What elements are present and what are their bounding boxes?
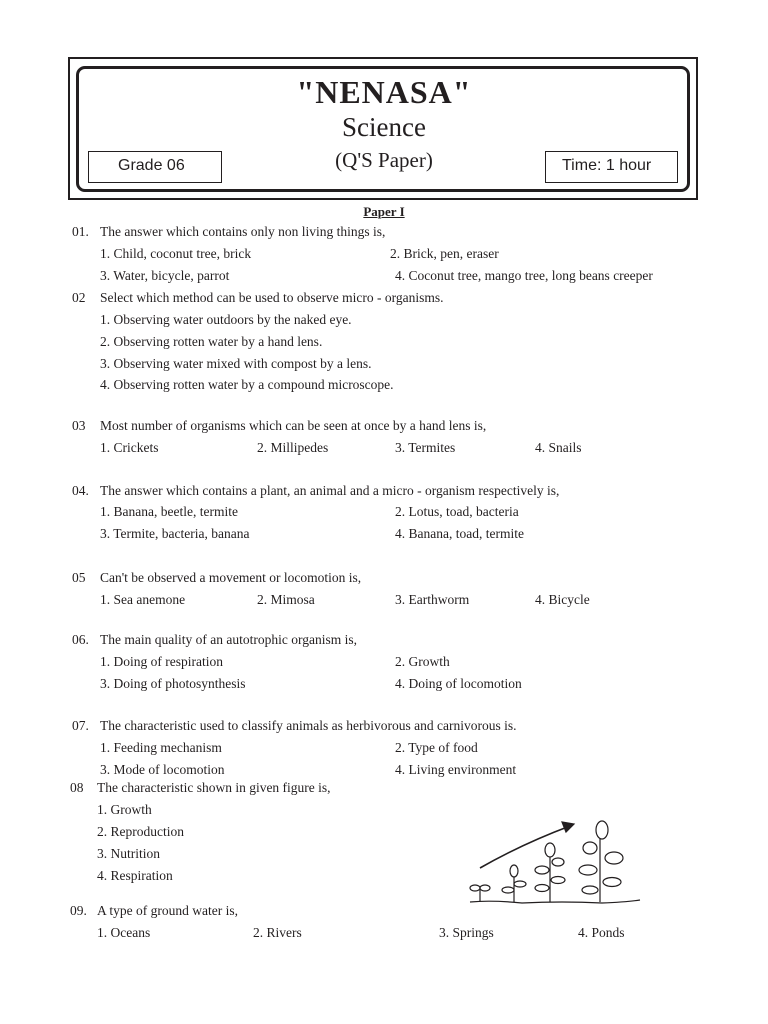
option: 2. Growth [395, 654, 450, 669]
option: 1. Oceans [97, 925, 151, 940]
question-text: Select which method can be used to observe micro - organisms. [100, 290, 444, 305]
time-box: Time: 1 hour [545, 151, 678, 183]
option: 4. Observing rotten water by a compound microscope. [100, 377, 394, 392]
option: 4. Coconut tree, mango tree, long beans creeper [395, 268, 653, 283]
option: 1. Sea anemone [100, 592, 186, 607]
option: 3. Termites [395, 440, 456, 455]
option: 1. Child, coconut tree, brick [100, 246, 252, 261]
option: 1. Observing water outdoors by the naked eye. [100, 312, 352, 327]
option: 1. Feeding mechanism [100, 740, 222, 755]
option: 4. Ponds [578, 925, 625, 940]
question-number: 01. [72, 224, 89, 239]
question-text: The characteristic used to classify animals as herbivorous and carnivorous is. [100, 718, 517, 733]
option: 2. Reproduction [97, 824, 184, 839]
option: 2. Mimosa [257, 592, 315, 607]
option: 3. Doing of photosynthesis [100, 676, 246, 691]
option: 3. Termite, bacteria, banana [100, 526, 250, 541]
plant-growth-figure [462, 818, 644, 910]
question-text: Can't be observed a movement or locomotion is, [100, 570, 362, 585]
question-number: 06. [72, 632, 89, 647]
paper-title: "NENASA" [296, 74, 472, 110]
option: 4. Bicycle [535, 592, 590, 607]
question-number: 09. [70, 903, 87, 918]
question-number: 08 [70, 780, 84, 795]
question-text: Most number of organisms which can be seen at once by a hand lens is, [100, 418, 487, 433]
option: 2. Brick, pen, eraser [390, 246, 499, 261]
option: 4. Respiration [97, 868, 173, 883]
question-text: The main quality of an autotrophic organism is, [100, 632, 357, 647]
subject-title: Science [342, 112, 426, 142]
question-text: A type of ground water is, [97, 903, 238, 918]
option: 3. Nutrition [97, 846, 160, 861]
question-number: 05 [72, 570, 86, 585]
option: 4. Banana, toad, termite [395, 526, 524, 541]
question-text: The answer which contains only non living things is, [100, 224, 386, 239]
question-number: 03 [72, 418, 86, 433]
paper-type: (Q'S Paper) [335, 148, 433, 172]
option: 4. Living environment [395, 762, 517, 777]
question-text: The answer which contains a plant, an animal and a micro - organism respectively is, [100, 483, 560, 498]
option: 2. Observing rotten water by a hand lens. [100, 334, 323, 349]
option: 1. Doing of respiration [100, 654, 223, 669]
option: 2. Lotus, toad, bacteria [395, 504, 519, 519]
section-title: Paper I [363, 204, 405, 219]
question-number: 07. [72, 718, 89, 733]
option: 1. Banana, beetle, termite [100, 504, 238, 519]
option: 2. Rivers [253, 925, 302, 940]
option: 4. Doing of locomotion [395, 676, 522, 691]
option: 2. Millipedes [257, 440, 329, 455]
question-text: The characteristic shown in given figure is, [97, 780, 331, 795]
question-number: 04. [72, 483, 89, 498]
option: 3. Mode of locomotion [100, 762, 225, 777]
option: 1. Crickets [100, 440, 159, 455]
option: 2. Type of food [395, 740, 478, 755]
question-number: 02 [72, 290, 86, 305]
option: 1. Growth [97, 802, 152, 817]
option: 3. Earthworm [395, 592, 470, 607]
option: 3. Springs [439, 925, 494, 940]
option: 3. Observing water mixed with compost by a lens. [100, 356, 372, 371]
option: 3. Water, bicycle, parrot [100, 268, 230, 283]
option: 4. Snails [535, 440, 582, 455]
grade-box: Grade 06 [88, 151, 222, 183]
